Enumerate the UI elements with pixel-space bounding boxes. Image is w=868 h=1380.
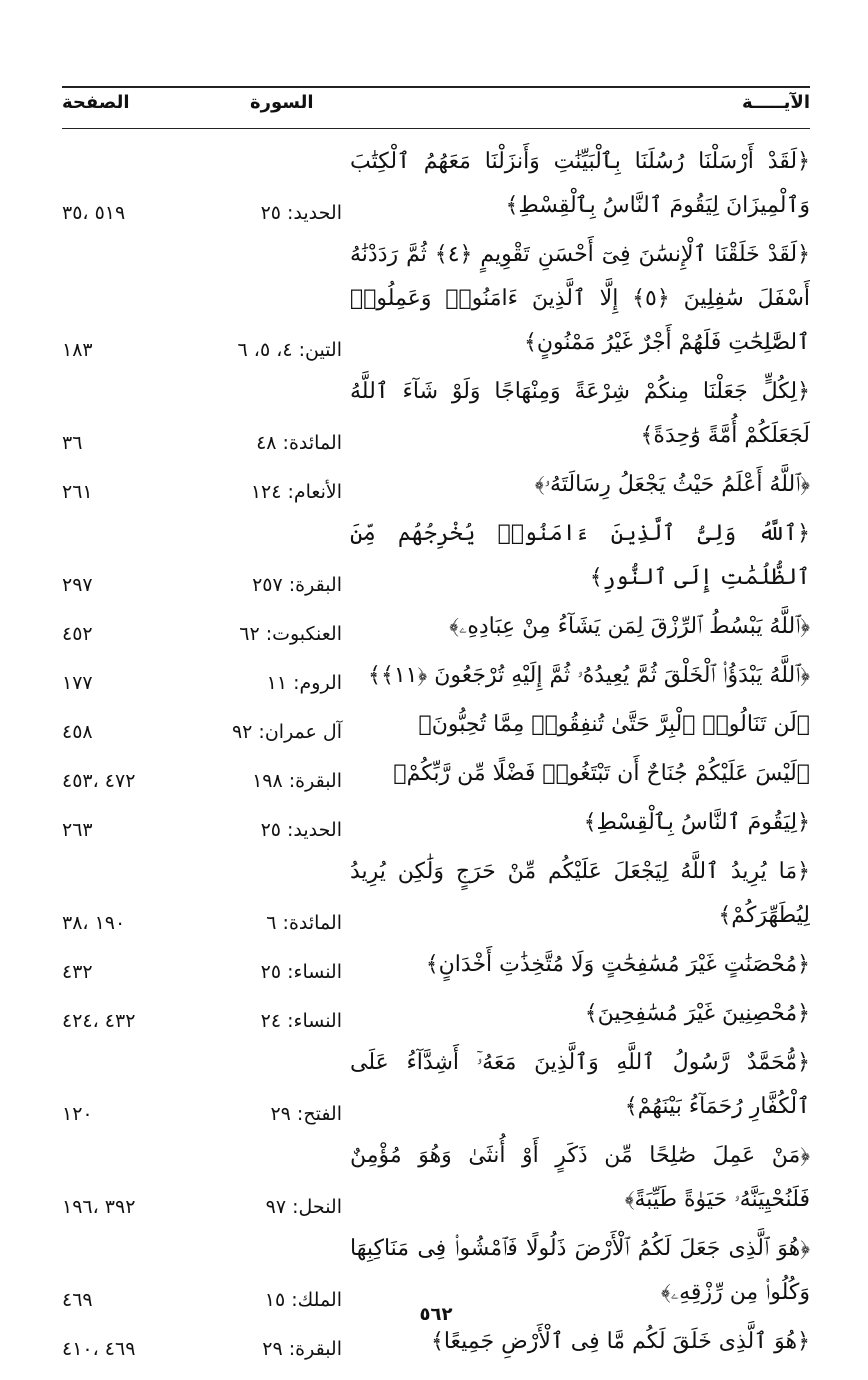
surah-reference: البقرة: ٢٥٧ xyxy=(252,574,342,596)
page-references: ١٩٠ ،٣٨ xyxy=(62,912,126,934)
index-entry xyxy=(62,992,810,1036)
ayah-text: ﴿ٱللَّهُ يَبْدَؤُا۟ ٱلْخَلْقَ ثُمَّ يُعِيدُهُۥ ثُمَّ إِلَيْهِ تُرْجَعُونَ ﴿١١﴾﴾ xyxy=(368,663,810,688)
page-references: ٥١٩ ،٣٥ xyxy=(62,202,126,224)
page-references: ١٨٣ xyxy=(62,339,93,361)
ayah-text: ﴿ٱللَّهُ وَلِىُّ ٱلَّذِينَ ءَامَنُوا۟ يُخْرِجُهُم مِّنَ ٱلظُّلُمَٰتِ إِلَى ٱلنُّورِ﴾ xyxy=(350,521,810,590)
index-entry xyxy=(62,654,810,698)
ayah-text: ﴿مُحْصِنِينَ غَيْرَ مُسَٰفِحِينَ﴾ xyxy=(584,1001,810,1026)
ayah-text: ﴿لَيْسَ عَلَيْكُمْ جُنَاحٌ أَن تَبْتَغُوا۟ فَضْلًا مِّن رَّبِّكُمْ﴾ xyxy=(393,761,810,786)
index-entry xyxy=(62,752,810,796)
surah-reference: البقرة: ١٩٨ xyxy=(252,770,342,792)
page-references: ١٧٧ xyxy=(62,672,93,694)
ayah-text: ﴿لِكُلٍّ جَعَلْنَا مِنكُمْ شِرْعَةً وَمِنْهَاجًا وَلَوْ شَآءَ ٱللَّهُ لَجَعَلَكُمْ أُمَّةً وَٰحِدَةً﴾ xyxy=(350,379,810,448)
surah-reference: الفتح: ٢٩ xyxy=(270,1103,342,1125)
index-entry xyxy=(62,703,810,747)
index-entry xyxy=(62,370,810,458)
ayah-text: ﴿ٱللَّهُ أَعْلَمُ حَيْثُ يَجْعَلُ رِسَالَتَهُۥ﴾ xyxy=(534,472,810,497)
index-entry xyxy=(62,801,810,845)
surah-reference: النساء: ٢٤ xyxy=(260,1010,342,1032)
page-references: ١٢٠ xyxy=(62,1103,93,1125)
page-references: ٤٦٩ xyxy=(62,1289,93,1311)
page-references: ٢٦٣ xyxy=(62,819,93,841)
page-references: ٢٦١ xyxy=(62,481,93,503)
ayah-text: ﴿ٱللَّهُ يَبْسُطُ ٱلرِّزْقَ لِمَن يَشَآءُ مِنْ عِبَادِهِۦ﴾ xyxy=(449,614,810,639)
ayah-text: ﴿لَقَدْ خَلَقْنَا ٱلْإِنسَٰنَ فِىٓ أَحْسَنِ تَقْوِيمٍ ﴿٤﴾ ثُمَّ رَدَدْنَٰهُ أَسْفَلَ سَٰفِلِينَ ﴿٥﴾ إِلَّا ٱلَّذِينَ ءَامَنُوا۟ وَعَمِلُوا۟ ٱلصَّٰلِحَٰتِ فَلَهُمْ أَجْرٌ غَيْرُ مَمْنُونٍ﴾ xyxy=(350,242,811,355)
index-entry xyxy=(62,943,810,987)
table-header xyxy=(62,90,810,124)
surah-reference: الحديد: ٢٥ xyxy=(260,819,342,841)
index-entry xyxy=(62,1320,810,1364)
surah-reference: الحديد: ٢٥ xyxy=(260,202,342,224)
page-references: ٢٩٧ xyxy=(62,574,93,596)
index-entry xyxy=(62,1134,810,1222)
ayah-text: ﴿هُوَ ٱلَّذِى جَعَلَ لَكُمُ ٱلْأَرْضَ ذَلُولًا فَٱمْشُوا۟ فِى مَنَاكِبِهَا وَكُلُوا۟ مِن رِّزْقِهِۦ﴾ xyxy=(350,1236,810,1305)
ayah-text: ﴿لِيَقُومَ ٱلنَّاسُ بِٱلْقِسْطِ﴾ xyxy=(583,810,810,835)
surah-reference: البقرة: ٢٩ xyxy=(262,1338,342,1360)
header-ayah: الآيـــــة xyxy=(741,92,810,113)
surah-reference: النساء: ٢٥ xyxy=(260,961,342,983)
surah-reference: العنكبوت: ٦٢ xyxy=(239,623,342,645)
index-entry xyxy=(62,233,810,365)
surah-reference: الأنعام: ١٢٤ xyxy=(250,481,342,503)
index-entry xyxy=(62,1227,810,1315)
page-references: ٤٥٨ xyxy=(62,721,93,743)
ayah-text: ﴿لَن تَنَالُوا۟ ٱلْبِرَّ حَتَّىٰ تُنفِقُوا۟ مِمَّا تُحِبُّونَ﴾ xyxy=(418,712,810,737)
page-references: ٣٩٢ ،١٩٦ xyxy=(62,1196,136,1218)
ayah-text: ﴿مَنْ عَمِلَ صَٰلِحًا مِّن ذَكَرٍ أَوْ أُنثَىٰ وَهُوَ مُؤْمِنٌ فَلَنُحْيِيَنَّهُۥ حَيَوٰةً طَيِّبَةً﴾ xyxy=(350,1143,810,1212)
index-entries xyxy=(62,140,810,1369)
surah-reference: المائدة: ٦ xyxy=(266,912,342,934)
surah-reference: التين: ٤، ٥، ٦ xyxy=(237,339,342,361)
index-entry xyxy=(62,1041,810,1129)
surah-reference: الروم: ١١ xyxy=(266,672,342,694)
surah-reference: الملك: ١٥ xyxy=(264,1289,342,1311)
page-references: ٤٧٢ ،٤٥٣ xyxy=(62,770,136,792)
index-entry xyxy=(62,850,810,938)
index-entry xyxy=(62,463,810,507)
page-references: ٣٦ xyxy=(62,432,83,454)
surah-reference: النحل: ٩٧ xyxy=(265,1196,342,1218)
header-surah: السورة xyxy=(250,92,314,113)
header-page: الصفحة xyxy=(62,92,130,113)
header-rule xyxy=(62,128,810,129)
index-entry xyxy=(62,512,810,600)
index-page xyxy=(62,60,811,1360)
index-entry xyxy=(62,605,810,649)
ayah-text: ﴿هُوَ ٱلَّذِى خَلَقَ لَكُم مَّا فِى ٱلْأَرْضِ جَمِيعًا﴾ xyxy=(430,1329,810,1354)
ayah-text: ﴿لَقَدْ أَرْسَلْنَا رُسُلَنَا بِٱلْبَيِّنَٰتِ وَأَنزَلْنَا مَعَهُمُ ٱلْكِتَٰبَ وَٱلْمِيزَانَ لِيَقُومَ ٱلنَّاسُ بِٱلْقِسْطِ﴾ xyxy=(350,149,810,218)
page-number: ٥٦٢ xyxy=(419,1304,453,1325)
page-references: ٤٦٩ ،٤١٠ xyxy=(62,1338,136,1360)
index-entry xyxy=(62,140,810,228)
top-rule xyxy=(62,86,810,88)
surah-reference: آل عمران: ٩٢ xyxy=(231,721,342,743)
surah-reference: المائدة: ٤٨ xyxy=(256,432,342,454)
page-references: ٤٣٢ xyxy=(62,961,93,983)
ayah-text: ﴿مُّحَمَّدٌ رَّسُولُ ٱللَّهِ وَٱلَّذِينَ مَعَهُۥٓ أَشِدَّآءُ عَلَى ٱلْكُفَّارِ رُحَمَآءُ بَيْنَهُمْ﴾ xyxy=(350,1050,810,1119)
ayah-text: ﴿مُحْصَنَٰتٍ غَيْرَ مُسَٰفِحَٰتٍ وَلَا مُتَّخِذَٰتِ أَخْدَانٍ﴾ xyxy=(425,952,810,977)
page-references: ٤٥٢ xyxy=(62,623,93,645)
page-references: ٤٣٢ ،٤٢٤ xyxy=(62,1010,136,1032)
ayah-text: ﴿مَا يُرِيدُ ٱللَّهُ لِيَجْعَلَ عَلَيْكُم مِّنْ حَرَجٍ وَلَٰكِن يُرِيدُ لِيُطَهِّرَكُمْ﴾ xyxy=(350,859,810,928)
